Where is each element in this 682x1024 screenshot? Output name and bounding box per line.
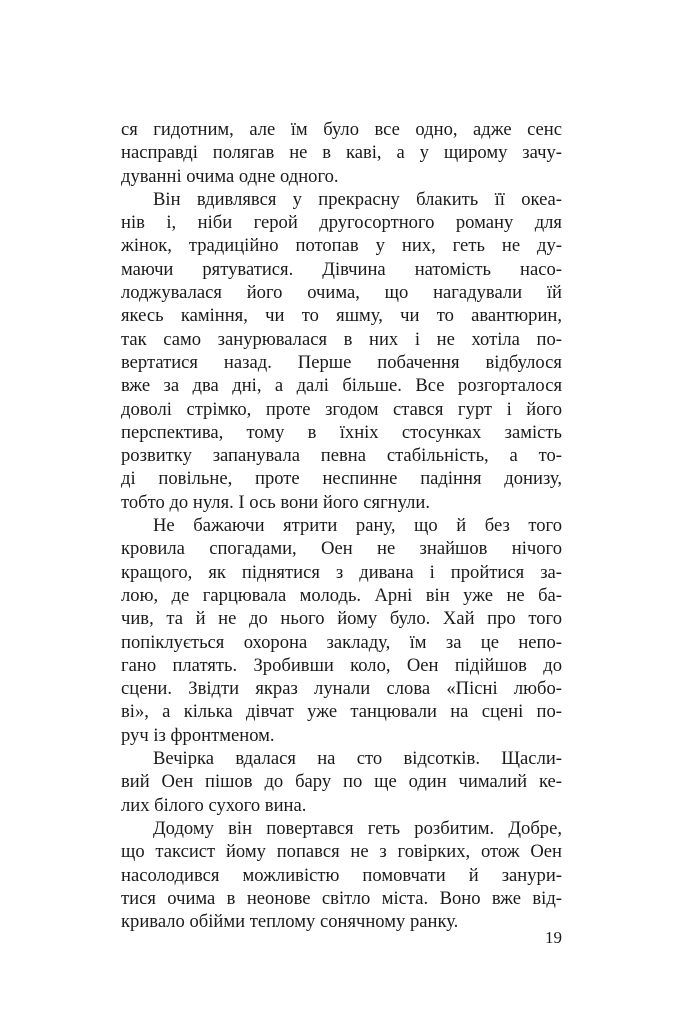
text-line: чив, та й не до нього йому було. Хай про того	[121, 608, 562, 630]
text-line: лих білого сухого вина.	[121, 794, 307, 816]
text-line: так само занурювалася в них і не хотіла по-	[121, 328, 562, 350]
text-line: доволі стрімко, проте згодом стався гурт і його	[121, 398, 562, 420]
body-text	[121, 118, 562, 933]
text-line: сцени. Звідти якраз лунали слова «Пісні любо-	[121, 678, 562, 700]
text-line: лою, де гарцювала молодь. Арні він уже не ба-	[121, 584, 562, 606]
text-line: ді повільне, проте неспинне падіння донизу,	[121, 468, 562, 490]
text-line: вертатися назад. Перше побачення відбулося	[121, 351, 562, 373]
text-line: вже за два дні, а далі більше. Все розгорталося	[121, 375, 562, 397]
text-line: кращого, як піднятися з дивана і пройтися за-	[121, 561, 562, 583]
paragraph-start-line: Додому він повертався геть розбитим. Добре,	[153, 817, 562, 839]
paragraph-start-line: Не бажаючи ятрити рану, що й без того	[153, 515, 562, 537]
text-line: тися очима в неонове світло міста. Воно вже від-	[121, 887, 562, 909]
page-number: 19	[545, 928, 562, 947]
text-line: попіклується охорона закладу, їм за це непо-	[121, 631, 562, 653]
paragraph-start-line: Він вдивлявся у прекрасну блакить її океа-	[153, 188, 562, 210]
text-line: жінок, традиційно потопав у них, геть не ду-	[121, 235, 562, 257]
text-line: кривало обійми теплому сонячному ранку.	[121, 911, 459, 933]
text-line: руч із фронтменом.	[121, 724, 275, 746]
text-line: ві», а кілька дівчат уже танцювали на сцені по-	[121, 701, 562, 723]
text-line: ся гидотним, але їм було все одно, адже сенс	[121, 119, 562, 140]
text-line: гано платять. Зробивши коло, Оен підійшов до	[121, 654, 562, 676]
text-line: лоджувалася його очима, що нагадували їй	[121, 282, 562, 304]
text-line: дуванні очима одне одного.	[121, 165, 339, 187]
paragraph-start-line: Вечірка вдалася на сто відсотків. Щасли-	[153, 748, 562, 770]
text-line: якесь каміння, чи то яшму, чи то авантюрин,	[121, 305, 562, 327]
text-line: що таксист йому попався не з говірких, отож Оен	[121, 841, 562, 863]
text-line: вий Оен пішов до бару по ще один чималий ке-	[121, 771, 562, 793]
text-line: насправді полягав не в каві, а у щирому зачу-	[121, 142, 562, 164]
text-line: розвитку запанувала певна стабільність, а то-	[121, 445, 562, 467]
text-line: тобто до нуля. І ось вони його сягнули.	[121, 491, 431, 513]
text-line: маючи рятуватися. Дівчина натомість насо-	[121, 258, 562, 280]
text-line: насолодився можливістю помовчати й занури-	[121, 864, 562, 886]
text-line: перспектива, тому в їхніх стосунках замість	[121, 421, 562, 443]
text-line: нів і, ніби герой другосортного роману для	[121, 212, 562, 234]
text-line: кровила спогадами, Оен не знайшов нічого	[121, 538, 562, 560]
